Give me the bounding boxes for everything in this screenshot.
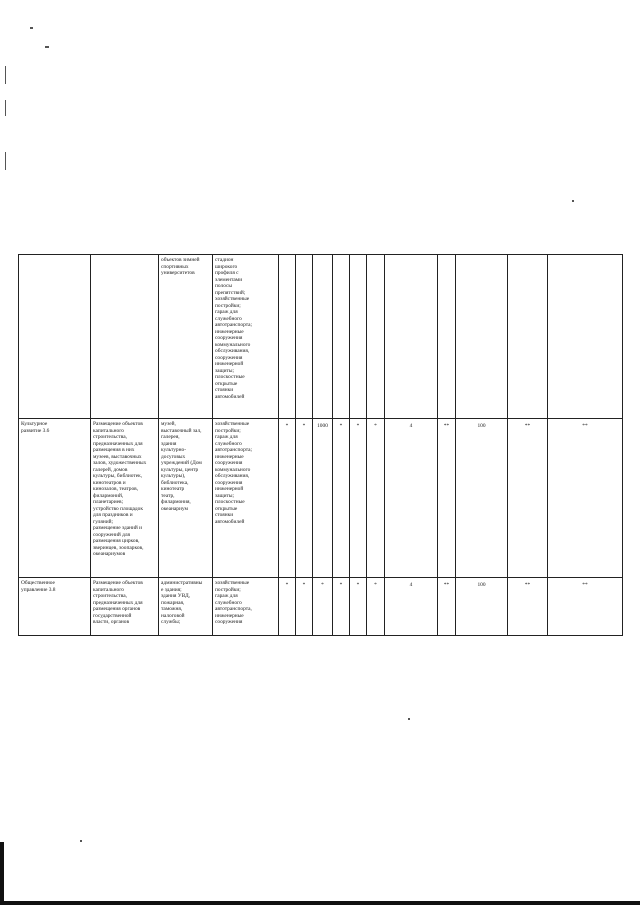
scan-line <box>5 100 6 116</box>
cell-param-2: * <box>296 578 313 636</box>
cell-param-3 <box>313 255 333 419</box>
cell-param-1 <box>279 255 296 419</box>
cell-param-6 <box>367 255 385 419</box>
cell-param-4: * <box>333 419 350 578</box>
scan-edge-left <box>0 842 4 905</box>
cell-auxiliary <box>213 419 279 578</box>
cell-param-3: * <box>313 578 333 636</box>
cell-param-9: 100 <box>456 578 508 636</box>
cell-param-9 <box>456 255 508 419</box>
use-examples: административны е здания; здания УВД, пожарная, таможня, налоговой службы; <box>161 580 203 625</box>
table-row <box>19 578 623 636</box>
cell-examples <box>159 578 213 636</box>
cell-use-type <box>19 255 91 419</box>
table-row <box>19 255 623 419</box>
cell-param-8: ** <box>438 578 456 636</box>
use-type-name: Культурное развитие 3.6 <box>21 421 50 434</box>
land-use-regulations-table <box>18 254 623 636</box>
scan-line <box>5 66 6 84</box>
cell-param-11 <box>548 255 623 419</box>
scan-speck <box>30 27 33 29</box>
cell-param-9: 100 <box>456 419 508 578</box>
cell-param-5 <box>350 255 367 419</box>
auxiliary-uses: хозяйственные постройки; гараж для служебного автотранспорта, инженерные сооружения <box>215 580 252 625</box>
cell-param-8 <box>438 255 456 419</box>
cell-auxiliary <box>213 578 279 636</box>
cell-use-type <box>19 578 91 636</box>
cell-param-2: * <box>296 419 313 578</box>
table-row <box>19 419 623 578</box>
cell-param-11: ** <box>548 578 623 636</box>
scan-speck <box>80 840 82 842</box>
cell-param-5: * <box>350 578 367 636</box>
cell-description <box>91 578 159 636</box>
cell-param-2 <box>296 255 313 419</box>
use-examples: музей, выставочный зал, галерея, здания культурно- досуговых учреждений (Дом культуры, центр культуры), библиотека, кинотеатр театр, филармония, океанариум <box>161 421 202 512</box>
cell-param-1: * <box>279 419 296 578</box>
cell-param-8: ** <box>438 419 456 578</box>
cell-param-10: ** <box>508 578 548 636</box>
cell-description <box>91 419 159 578</box>
cell-param-5: * <box>350 419 367 578</box>
cell-examples <box>159 419 213 578</box>
auxiliary-uses: хозяйственные постройки; гараж для служебного автотранспорта; инженерные сооружения коммунального обслуживания, сооружения инженерной защиты; плоскостные открытые стоянки автомобилей <box>215 421 253 525</box>
cell-param-6: * <box>367 419 385 578</box>
cell-description <box>91 255 159 419</box>
use-description: Размещение объектов капитального строительства, предназначенных для размещения в них музеев, выставочных залов, художественных галерей, домов культуры, библиотек, кинотеатров и кинозалов, театров, филармоний, планетариев; устройство площадок для праздников и гуляний; размещение зданий и сооружений для размещения цирков, зверинцев, зоопарков, океанариумов <box>93 421 147 557</box>
cell-examples <box>159 255 213 419</box>
auxiliary-uses: стадион широкого профиля с элементами полосы препятствий; хозяйственные постройки; гараж для служебного автотранспорта; инженерные сооружения коммунального обслуживания, сооружения инженерной защиты; плоскостные открытые стоянки автомобилей <box>215 257 253 400</box>
use-type-name: Общественное управление 3.8 <box>21 580 56 593</box>
scan-line <box>5 152 6 170</box>
use-description: Размещение объектов капитального строительства, предназначенных для размещения органов государственной власти, органов <box>93 580 143 625</box>
cell-param-7: 4 <box>385 578 438 636</box>
scan-speck <box>572 200 574 202</box>
scan-speck <box>408 718 410 720</box>
cell-param-10: ** <box>508 419 548 578</box>
use-examples: объектов зимней спортивных университетов <box>161 257 200 276</box>
scan-speck <box>45 46 49 48</box>
cell-param-6: * <box>367 578 385 636</box>
cell-param-11: ** <box>548 419 623 578</box>
cell-param-3: 1000 <box>313 419 333 578</box>
cell-param-1: * <box>279 578 296 636</box>
cell-param-4 <box>333 255 350 419</box>
cell-param-7 <box>385 255 438 419</box>
cell-param-10 <box>508 255 548 419</box>
cell-use-type <box>19 419 91 578</box>
cell-param-4: * <box>333 578 350 636</box>
scan-edge-bottom <box>0 901 640 905</box>
cell-param-7: 4 <box>385 419 438 578</box>
cell-auxiliary <box>213 255 279 419</box>
